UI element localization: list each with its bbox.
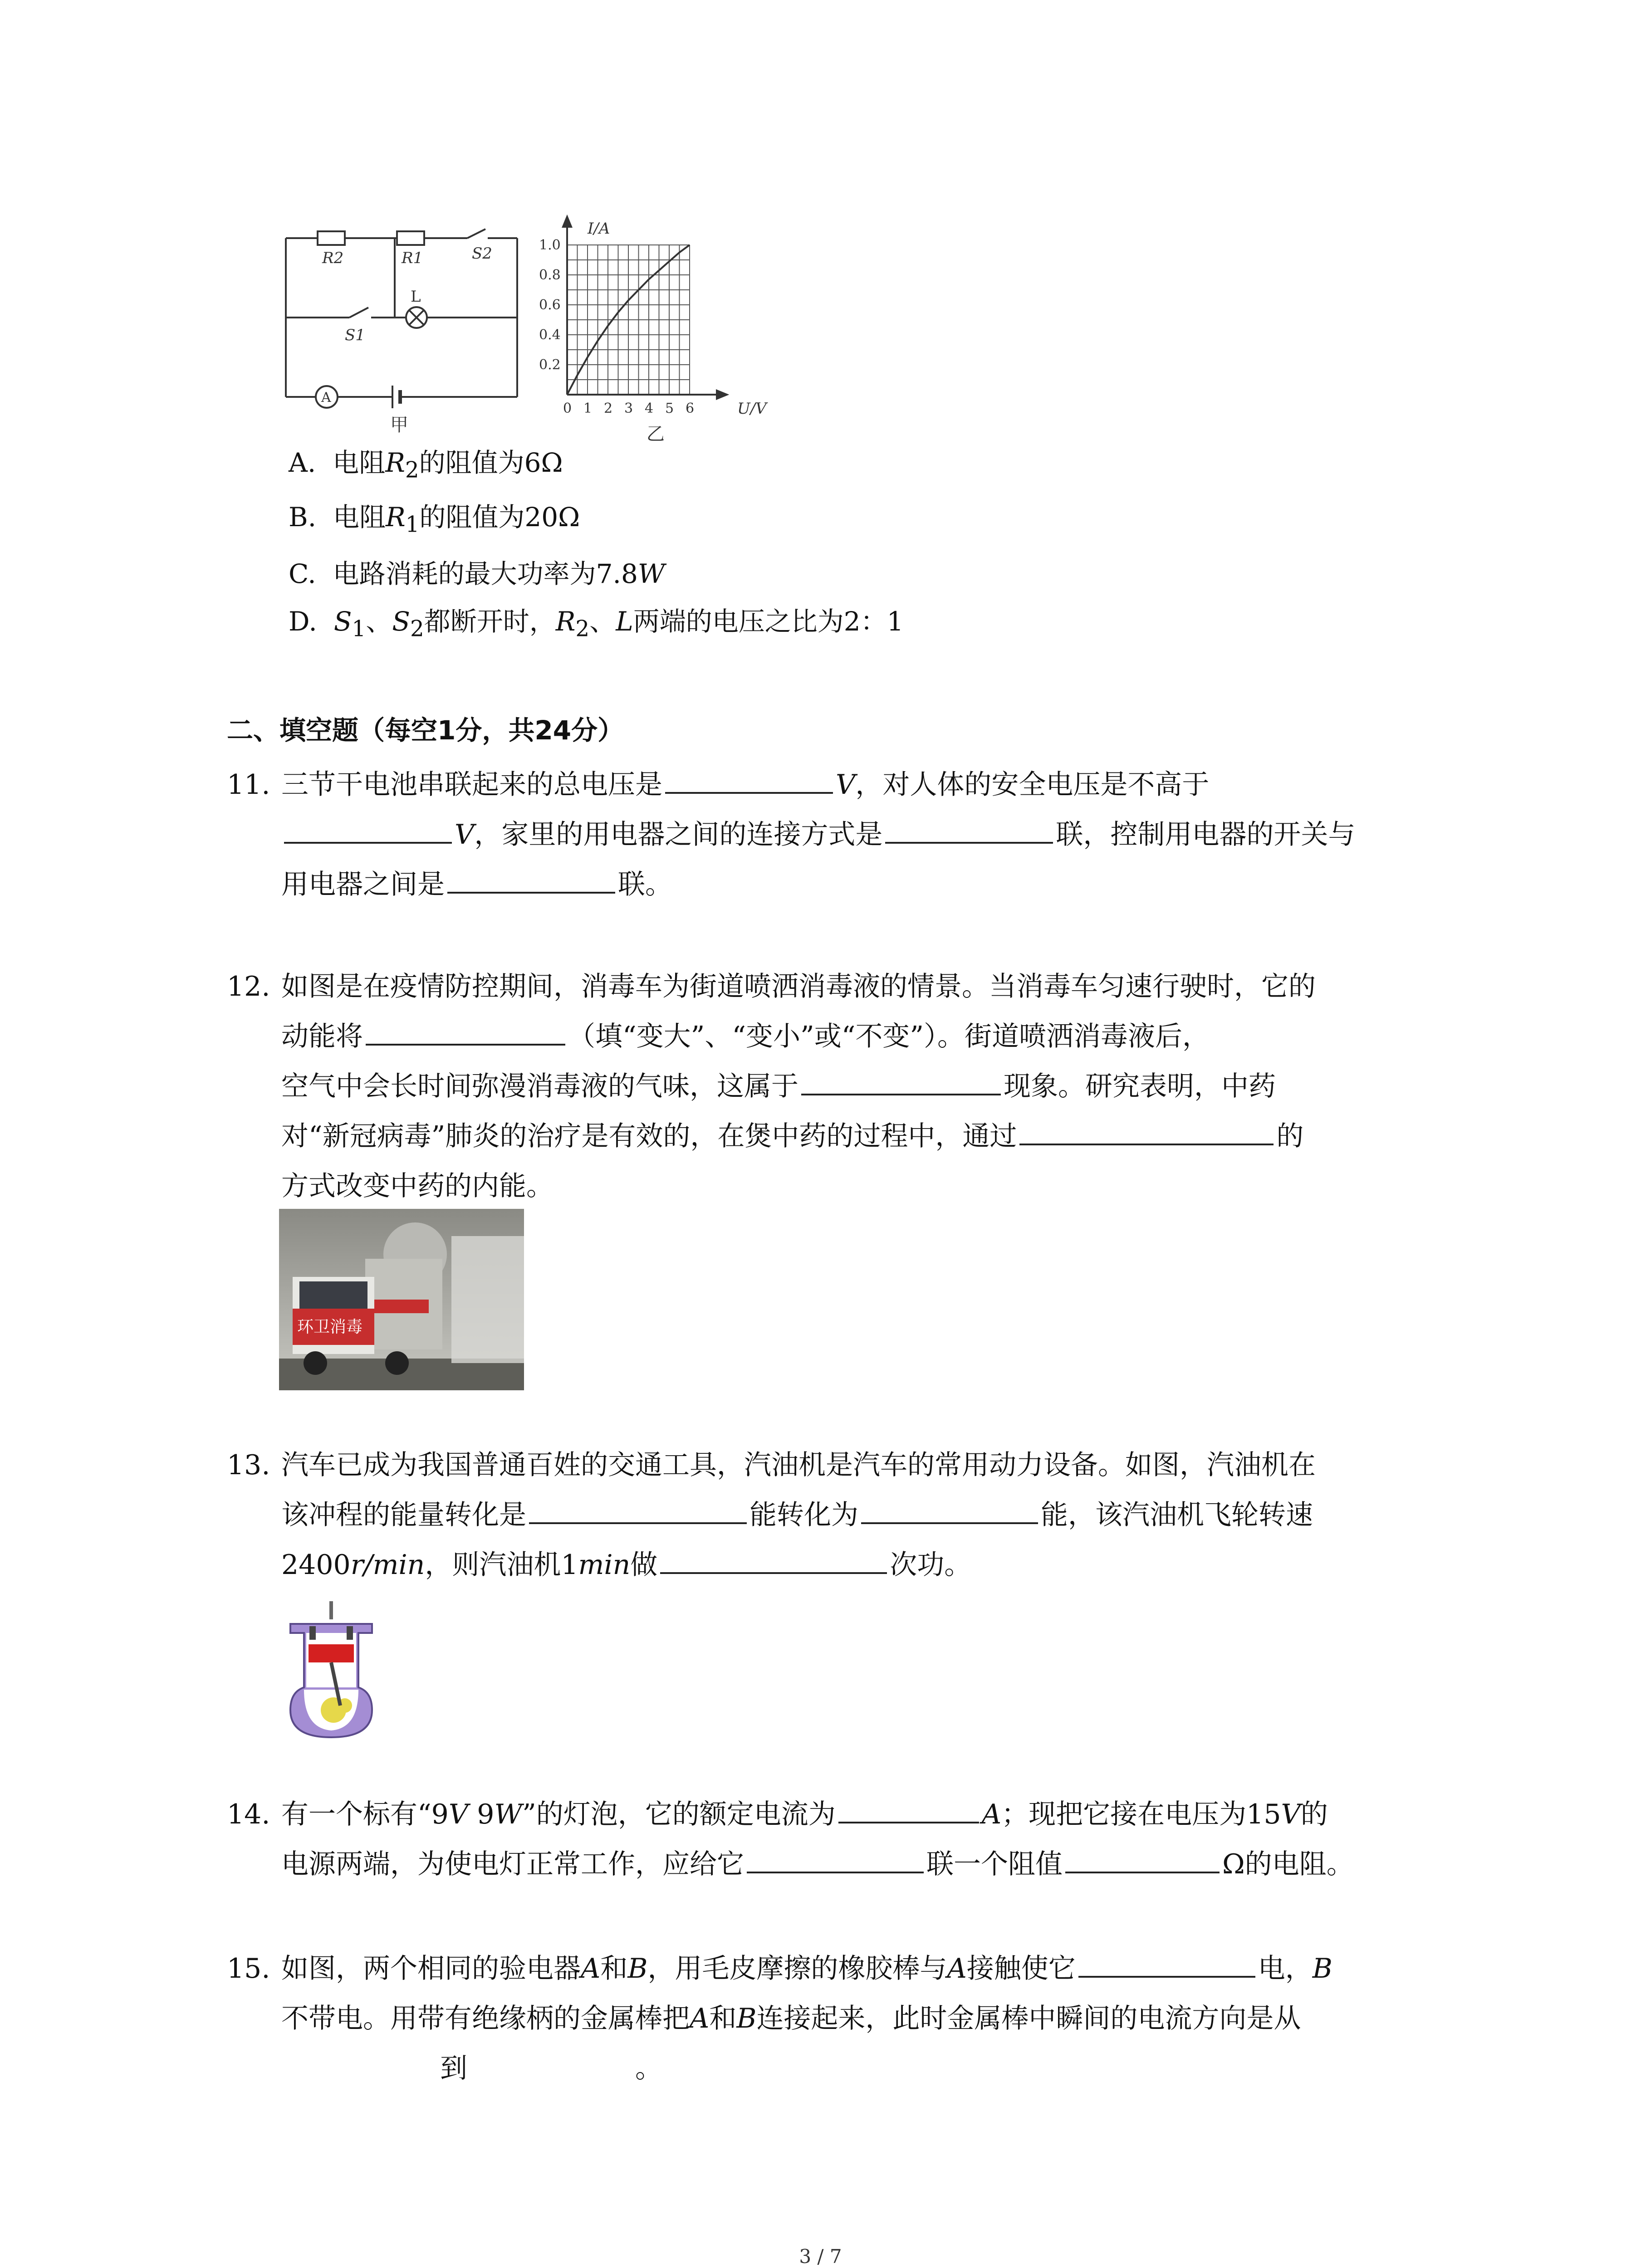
q15-number: 15. — [227, 1953, 270, 1984]
q12-line3: 空气中会长时间弥漫消毒液的气味，这属于 现象。研究表明，中药 — [281, 1068, 1276, 1105]
q12-blank-2[interactable] — [801, 1068, 1001, 1095]
y-tick-label: 1.0 — [539, 237, 561, 253]
q12-line5: 方式改变中药的内能。 — [281, 1170, 554, 1202]
q15-line3: 到 。 — [440, 2053, 662, 2084]
graph-caption: 乙 — [647, 424, 665, 445]
q14-number: 14. — [227, 1799, 270, 1830]
q12-blank-3[interactable] — [1019, 1118, 1274, 1145]
q11-blank-1[interactable] — [665, 767, 833, 794]
y-tick-label: 0.4 — [539, 327, 561, 343]
r2-label: R2 — [322, 249, 344, 267]
option-c: C. 电路消耗的最大功率为7.8W — [289, 558, 665, 589]
x-tick-label: 4 — [645, 401, 654, 416]
q11-number: 11. — [227, 769, 270, 801]
x-tick-label: 6 — [686, 401, 695, 416]
q13-blank-2[interactable] — [861, 1497, 1038, 1524]
q13-line2: 该冲程的能量转化是 能转化为 能，该汽油机飞轮转速 — [281, 1497, 1313, 1533]
ammeter-label: A — [321, 390, 331, 406]
q13-number: 13. — [227, 1449, 270, 1481]
x-tick-label: 5 — [665, 401, 674, 416]
q11-blank-2[interactable] — [284, 816, 452, 844]
q13-line3: 2400r/min，则汽油机1min做 次功。 — [281, 1547, 971, 1583]
option-d: D. $S_1$、$S_2$都断开时，$R_2$、L两端的电压之比为2：1 — [289, 606, 904, 642]
option-b: B. 电阻$R_1$的阻值为20Ω — [289, 502, 580, 538]
page-number: 3 / 7 — [799, 2245, 842, 2268]
x-tick-label: 0 — [563, 401, 572, 416]
x-tick-label: 2 — [604, 401, 613, 416]
circuit-diagram — [272, 218, 526, 445]
q13-line1: 汽车已成为我国普通百姓的交通工具，汽油机是汽车的常用动力设备。如图，汽油机在 — [281, 1449, 1316, 1481]
x-axis-label: U/V — [737, 400, 767, 418]
q11-line3: 用电器之间是 联。 — [281, 866, 672, 903]
circuit-caption: 甲 — [390, 415, 408, 435]
q14-blank-1[interactable] — [838, 1796, 979, 1823]
q15-blank-1[interactable] — [1078, 1950, 1255, 1978]
q14-blank-2[interactable] — [747, 1846, 924, 1873]
q11-line1: 三节干电池串联起来的总电压是 V，对人体的安全电压是不高于 — [281, 767, 1209, 803]
engine-cylinder-figure — [281, 1601, 386, 1746]
q14-line1: 有一个标有“9V 9W”的灯泡，它的额定电流为 A；现把它接在电压为15V的 — [281, 1796, 1328, 1833]
q15-line2: 不带电。用带有绝缘柄的金属棒把A和B连接起来，此时金属棒中瞬间的电流方向是从 — [281, 2003, 1301, 2034]
s2-label: S2 — [472, 244, 492, 263]
q12-line1: 如图是在疫情防控期间，消毒车为街道喷洒消毒液的情景。当消毒车匀速行驶时，它的 — [281, 971, 1316, 1002]
y-axis-label: I/A — [588, 220, 610, 238]
r1-label: R1 — [402, 249, 423, 267]
x-tick-label: 3 — [624, 401, 633, 416]
truck-sign: 环卫消毒 — [297, 1318, 363, 1336]
q13-blank-3[interactable] — [660, 1547, 887, 1574]
s1-label: S1 — [345, 326, 365, 344]
q12-line4: 对“新冠病毒”肺炎的治疗是有效的，在煲中药的过程中，通过 的 — [281, 1118, 1303, 1154]
q13-blank-1[interactable] — [529, 1497, 747, 1524]
q12-blank-1[interactable] — [366, 1018, 565, 1046]
q12-number: 12. — [227, 971, 270, 1002]
x-axis-arrow — [717, 391, 727, 399]
option-a: A. 电阻$R_2$的阻值为6Ω — [289, 447, 563, 483]
q14-line2: 电源两端，为使电灯正常工作，应给它 联一个阻值 Ω的电阻。 — [281, 1846, 1354, 1882]
y-tick-label: 0.8 — [539, 267, 561, 283]
q11-blank-3[interactable] — [885, 816, 1053, 844]
disinfection-truck-photo — [279, 1209, 524, 1390]
q11-line2: V，家里的用电器之间的连接方式是 联，控制用电器的开关与 — [281, 816, 1355, 853]
q15-line1: 如图，两个相同的验电器A和B，用毛皮摩擦的橡胶棒与A接触使它 电，B — [281, 1950, 1332, 1987]
iu-graph — [535, 213, 789, 449]
y-tick-label: 0.6 — [539, 297, 561, 313]
y-axis-arrow — [563, 217, 571, 227]
y-tick-label: 0.2 — [539, 357, 561, 373]
q11-blank-4[interactable] — [447, 866, 615, 894]
q12-line2: 动能将 （填“变大”、“变小”或“不变”）。街道喷洒消毒液后， — [281, 1018, 1210, 1055]
lamp-label: L — [411, 288, 421, 306]
q14-blank-3[interactable] — [1065, 1846, 1220, 1873]
section-title: 二、填空题（每空1分，共24分） — [227, 715, 624, 746]
x-tick-label: 1 — [583, 401, 593, 416]
